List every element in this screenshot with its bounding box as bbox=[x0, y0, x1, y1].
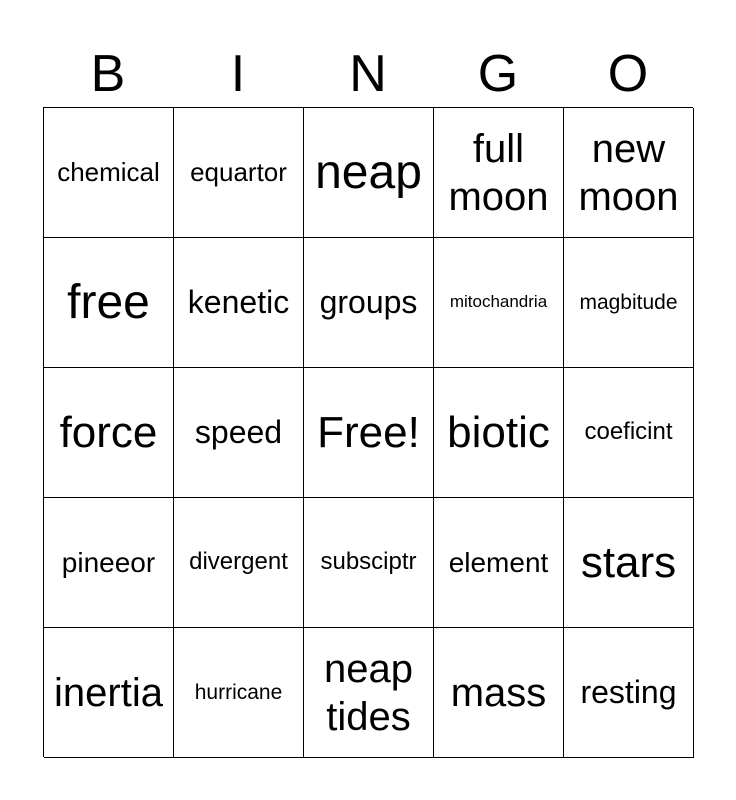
bingo-cell: neap tides bbox=[304, 628, 434, 758]
header-letter-n: N bbox=[349, 45, 387, 103]
bingo-cell: subsciptr bbox=[304, 498, 434, 628]
bingo-cell: inertia bbox=[44, 628, 174, 758]
bingo-cell: mitochandria bbox=[434, 238, 564, 368]
bingo-cell: kenetic bbox=[174, 238, 304, 368]
bingo-cell: neap bbox=[304, 108, 434, 238]
bingo-cell: element bbox=[434, 498, 564, 628]
bingo-cell: magbitude bbox=[564, 238, 694, 368]
bingo-cell: coeficint bbox=[564, 368, 694, 498]
bingo-cell: pineeor bbox=[44, 498, 174, 628]
header-letter-o: O bbox=[607, 45, 649, 103]
bingo-cell: biotic bbox=[434, 368, 564, 498]
bingo-cell: mass bbox=[434, 628, 564, 758]
bingo-cell: force bbox=[44, 368, 174, 498]
bingo-cell: resting bbox=[564, 628, 694, 758]
bingo-cell: chemical bbox=[44, 108, 174, 238]
bingo-cell: groups bbox=[304, 238, 434, 368]
header-letter-i: I bbox=[230, 45, 246, 103]
bingo-cell: stars bbox=[564, 498, 694, 628]
bingo-cell: speed bbox=[174, 368, 304, 498]
bingo-cell: hurricane bbox=[174, 628, 304, 758]
bingo-cell: equartor bbox=[174, 108, 304, 238]
bingo-cell: new moon bbox=[564, 108, 694, 238]
bingo-cell: free bbox=[44, 238, 174, 368]
header-letter-g: G bbox=[477, 45, 519, 103]
header-letter-b: B bbox=[90, 45, 126, 103]
free-space-cell: Free! bbox=[304, 368, 434, 498]
bingo-card-grid bbox=[43, 107, 693, 757]
bingo-cell: divergent bbox=[174, 498, 304, 628]
bingo-cell: full moon bbox=[434, 108, 564, 238]
bingo-header bbox=[43, 40, 693, 108]
